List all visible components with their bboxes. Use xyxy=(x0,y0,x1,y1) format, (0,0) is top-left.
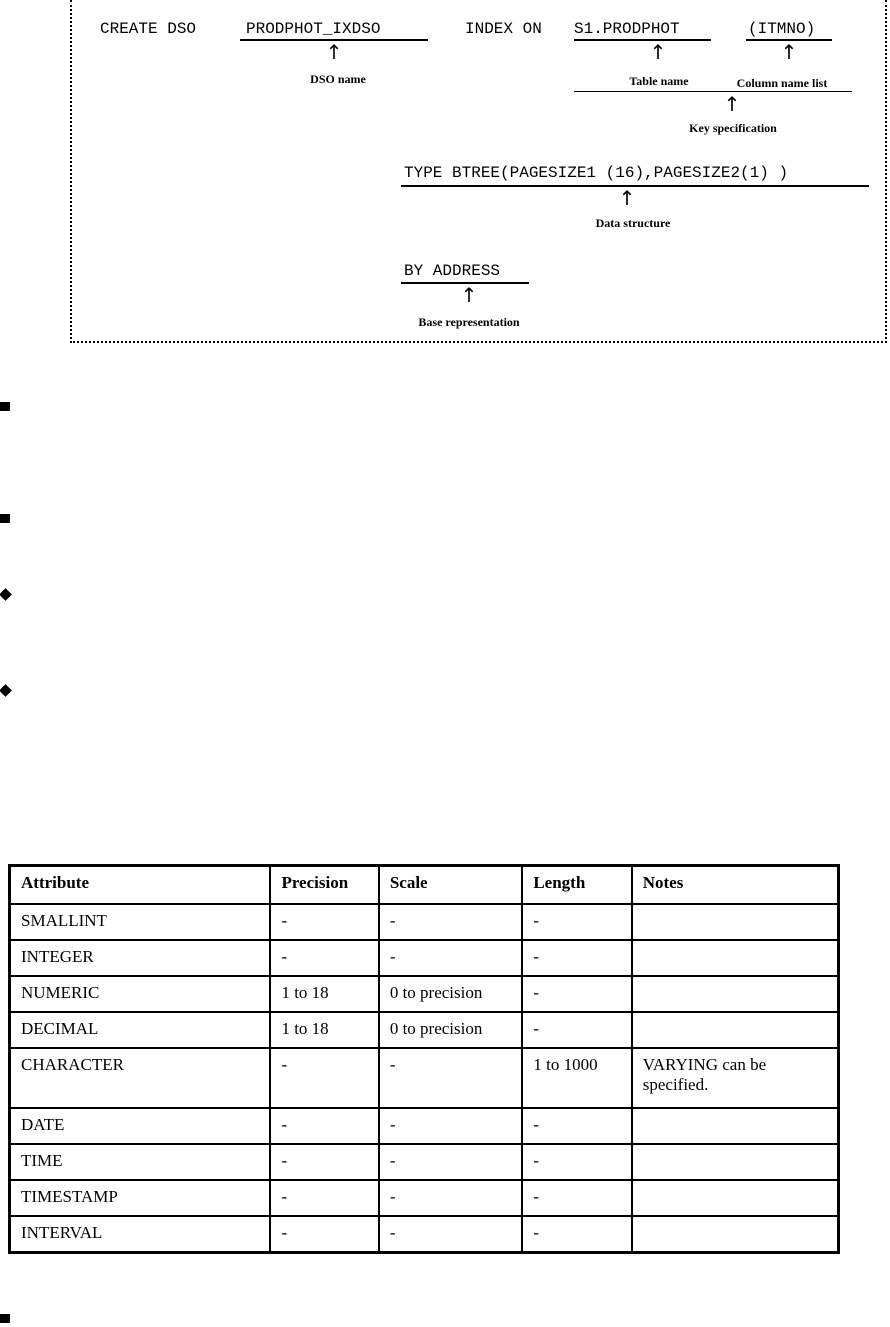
table-row xyxy=(10,904,839,940)
cell-length: - xyxy=(522,1144,631,1180)
table-row xyxy=(10,940,839,976)
header-notes: Notes xyxy=(632,866,839,905)
base-representation-label: Base representation xyxy=(418,315,520,329)
cell-notes xyxy=(632,1012,839,1048)
table-name-label: Table name xyxy=(629,74,689,88)
cell-attribute: CHARACTER xyxy=(10,1048,271,1108)
cell-precision: 1 to 18 xyxy=(270,1012,378,1048)
cell-length: - xyxy=(522,1180,631,1216)
arrow-icon: ↑ xyxy=(780,40,798,64)
table-name-underline xyxy=(574,39,711,41)
cell-length: 1 to 1000 xyxy=(522,1048,631,1108)
table-row xyxy=(10,1144,839,1180)
cell-scale: 0 to precision xyxy=(379,976,523,1012)
cell-notes: VARYING can be specified. xyxy=(632,1048,839,1108)
table-row xyxy=(10,1012,839,1048)
cell-notes xyxy=(632,1180,839,1216)
column-list-value: (ITMNO) xyxy=(748,20,816,38)
cell-scale: - xyxy=(379,1144,523,1180)
table-row xyxy=(10,1048,839,1108)
cell-notes xyxy=(632,940,839,976)
table-header-row xyxy=(10,866,839,905)
cell-length: - xyxy=(522,940,631,976)
cell-attribute: TIMESTAMP xyxy=(10,1180,271,1216)
data-structure-label: Data structure xyxy=(595,216,671,230)
dso-name-value: PRODPHOT_IXDSO xyxy=(246,20,381,38)
cell-attribute: INTERVAL xyxy=(10,1216,271,1253)
square-bullet-icon xyxy=(0,514,10,523)
cell-precision: - xyxy=(270,1108,378,1144)
cell-scale: - xyxy=(379,1180,523,1216)
cell-scale: - xyxy=(379,940,523,976)
arrow-icon: ↑ xyxy=(325,40,343,64)
cell-precision: - xyxy=(270,1048,378,1108)
square-bullet-icon xyxy=(0,402,10,411)
cell-precision: 1 to 18 xyxy=(270,976,378,1012)
cell-attribute: DATE xyxy=(10,1108,271,1144)
arrow-icon: ↑ xyxy=(618,186,636,210)
cell-scale: - xyxy=(379,1048,523,1108)
header-length: Length xyxy=(522,866,631,905)
cell-precision: - xyxy=(270,904,378,940)
table-row xyxy=(10,976,839,1012)
header-scale: Scale xyxy=(379,866,523,905)
diamond-bullet-icon xyxy=(0,684,12,697)
create-dso-keyword: CREATE DSO xyxy=(100,20,197,38)
cell-length: - xyxy=(522,904,631,940)
cell-notes xyxy=(632,1216,839,1253)
cell-precision: - xyxy=(270,1144,378,1180)
header-attribute: Attribute xyxy=(10,866,271,905)
key-specification-underline xyxy=(574,91,852,92)
arrow-icon: ↑ xyxy=(649,40,667,64)
cell-notes xyxy=(632,904,839,940)
cell-attribute: NUMERIC xyxy=(10,976,271,1012)
cell-attribute: DECIMAL xyxy=(10,1012,271,1048)
type-btree-clause: TYPE BTREE(PAGESIZE1 (16),PAGESIZE2(1) ) xyxy=(404,164,789,182)
cell-length: - xyxy=(522,1108,631,1144)
cell-scale: - xyxy=(379,1108,523,1144)
header-precision: Precision xyxy=(270,866,378,905)
arrow-icon: ↑ xyxy=(460,283,478,307)
by-address-clause: BY ADDRESS xyxy=(404,262,501,280)
cell-attribute: INTEGER xyxy=(10,940,271,976)
cell-precision: - xyxy=(270,1180,378,1216)
column-name-list-label: Column name list xyxy=(736,76,828,90)
diamond-bullet-icon xyxy=(0,588,12,601)
table-name-value: S1.PRODPHOT xyxy=(574,20,680,38)
cell-precision: - xyxy=(270,940,378,976)
cell-scale: - xyxy=(379,904,523,940)
key-specification-label: Key specification xyxy=(689,121,777,135)
cell-length: - xyxy=(522,976,631,1012)
cell-notes xyxy=(632,1108,839,1144)
table-body xyxy=(10,904,839,1253)
dso-name-label: DSO name xyxy=(310,72,366,86)
cell-scale: - xyxy=(379,1216,523,1253)
attribute-table xyxy=(8,864,840,1254)
square-bullet-icon xyxy=(0,1314,10,1323)
index-on-keyword: INDEX ON xyxy=(465,20,542,38)
cell-precision: - xyxy=(270,1216,378,1253)
syntax-diagram xyxy=(70,0,887,343)
cell-attribute: SMALLINT xyxy=(10,904,271,940)
table-row xyxy=(10,1216,839,1253)
table-row xyxy=(10,1180,839,1216)
arrow-icon: ↑ xyxy=(723,92,741,116)
cell-length: - xyxy=(522,1216,631,1253)
cell-notes xyxy=(632,1144,839,1180)
table-row xyxy=(10,1108,839,1144)
cell-attribute: TIME xyxy=(10,1144,271,1180)
cell-length: - xyxy=(522,1012,631,1048)
cell-notes xyxy=(632,976,839,1012)
cell-scale: 0 to precision xyxy=(379,1012,523,1048)
